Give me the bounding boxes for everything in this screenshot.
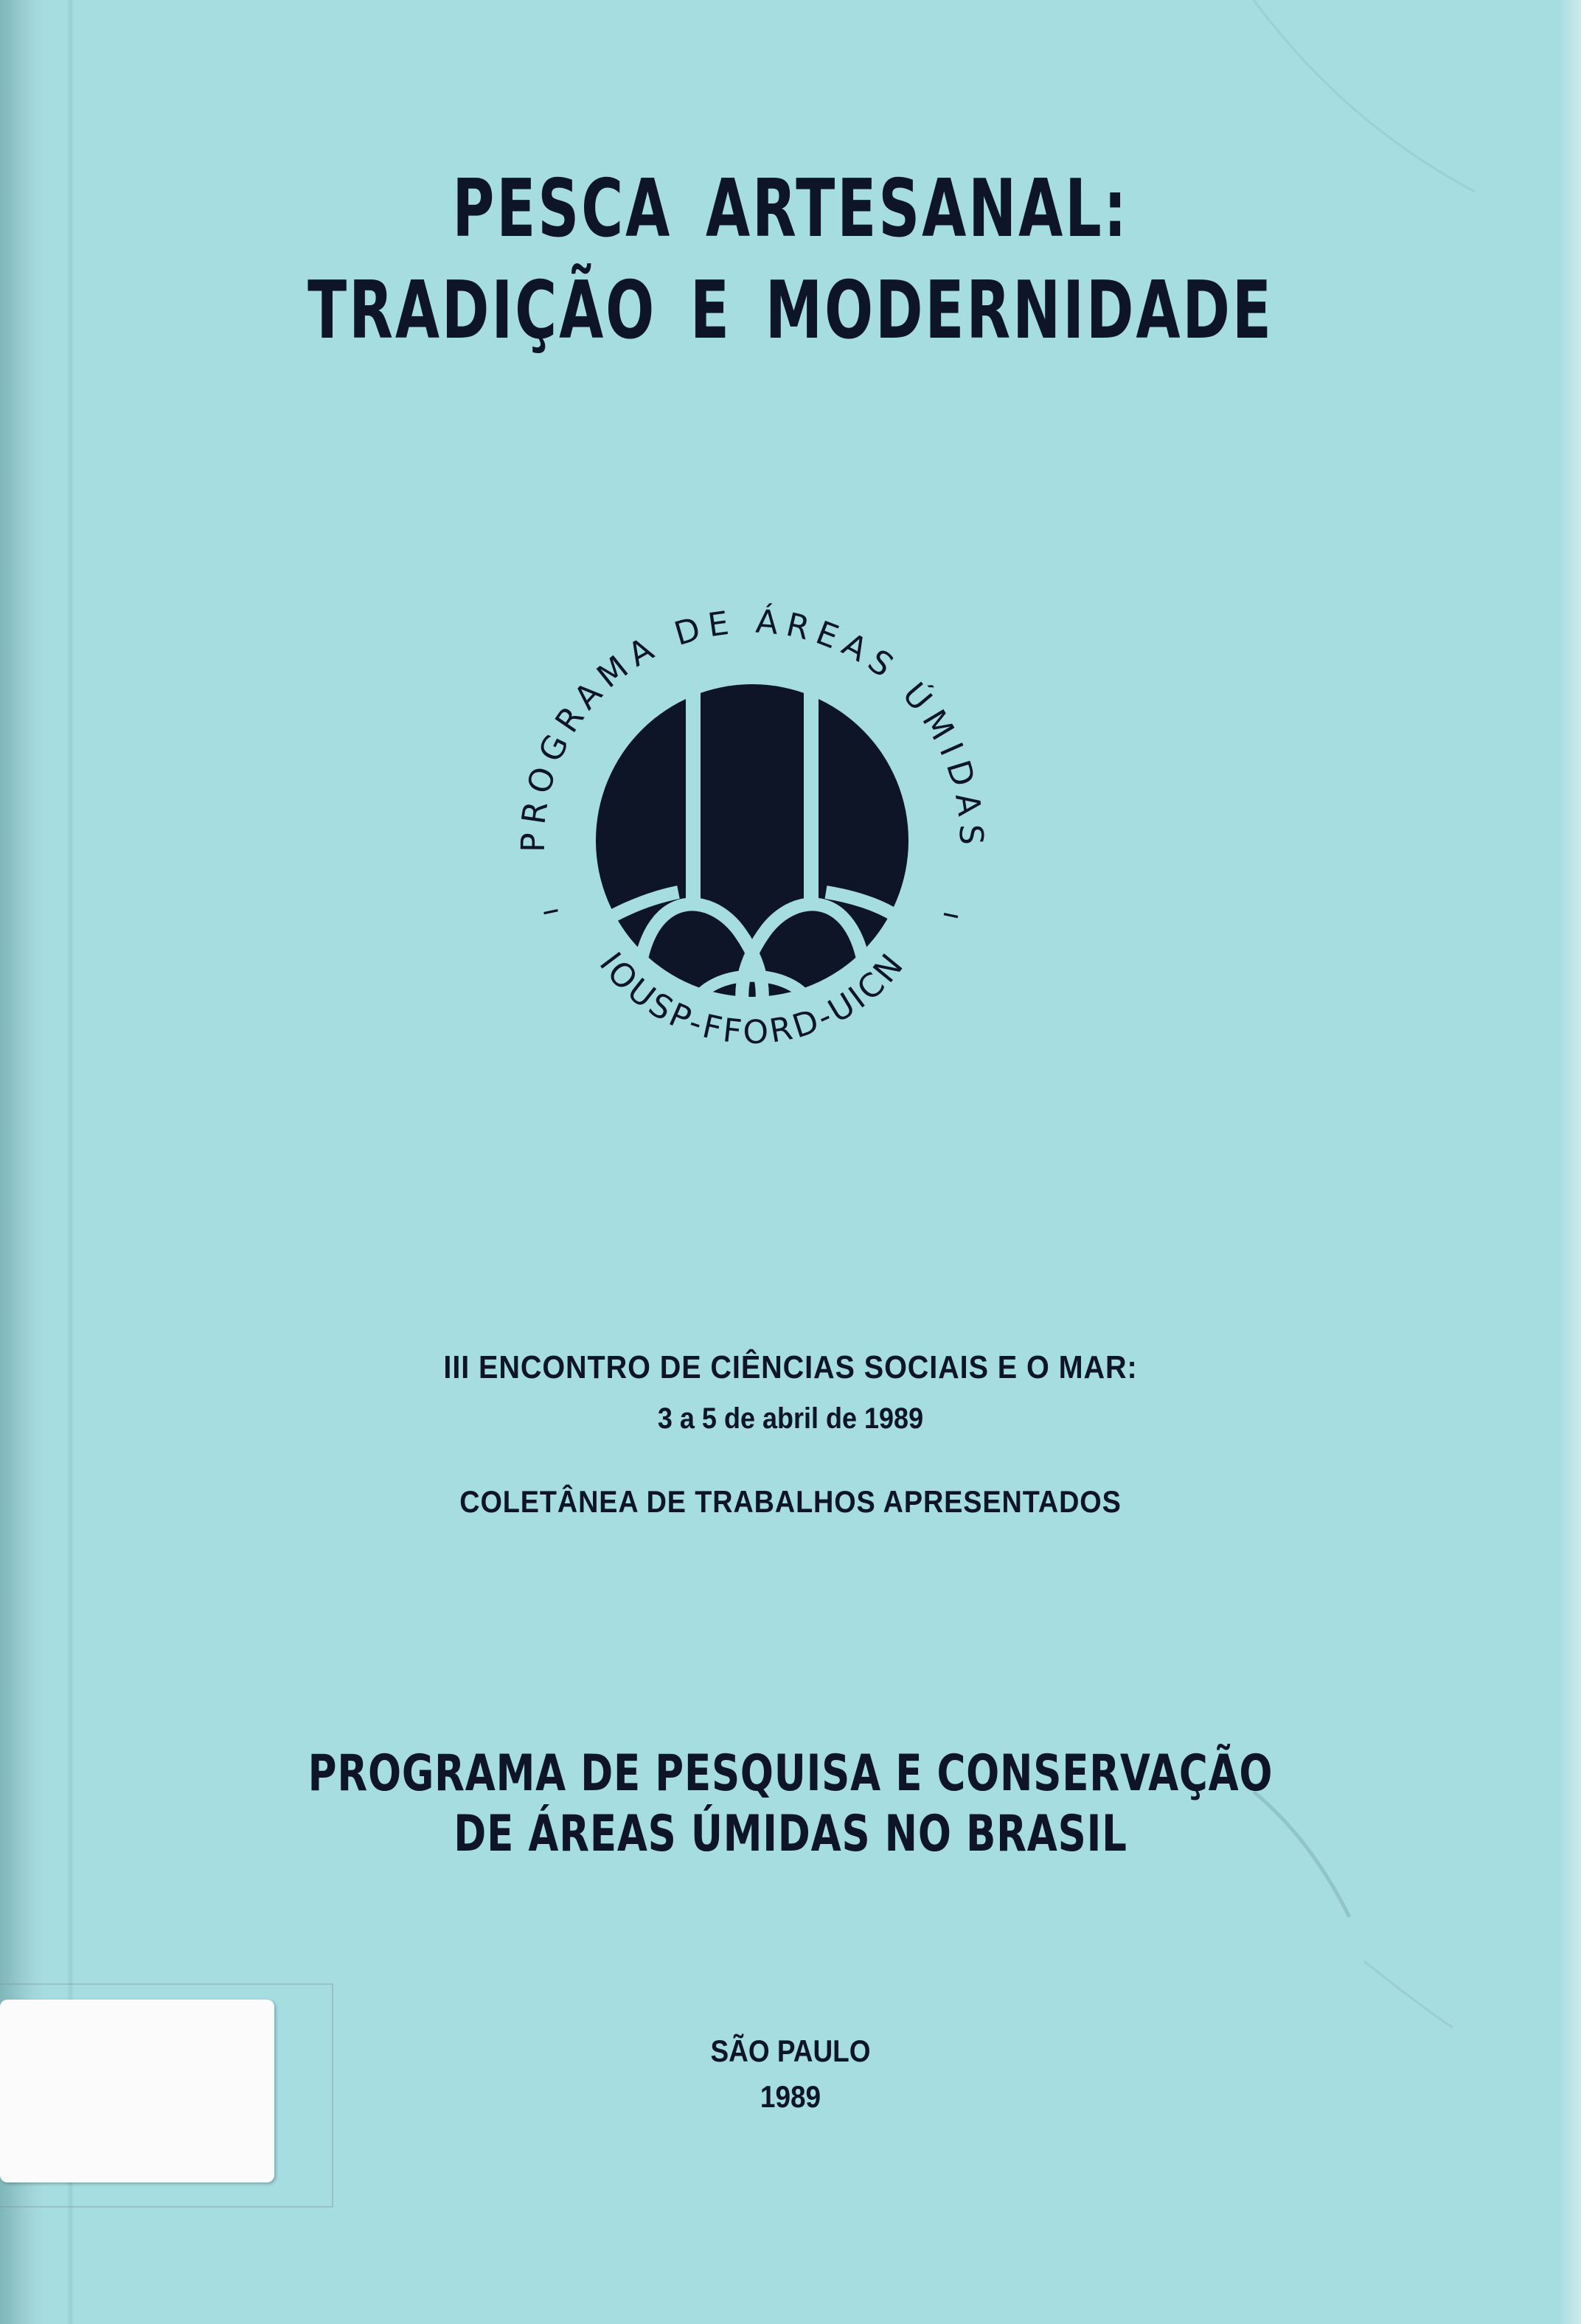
logo-top-text: PROGRAMA DE ÁREAS ÚMIDAS	[514, 602, 990, 853]
collection-label: COLETÂNEA DE TRABALHOS APRESENTADOS	[459, 1484, 1122, 1519]
program-line-2: DE ÁREAS ÚMIDAS NO BRASIL	[454, 1804, 1127, 1863]
logo-right-dash: –	[938, 891, 965, 936]
title-line-2: TRADIÇÃO E MODERNIDADE	[307, 265, 1274, 357]
program-logo	[457, 546, 1047, 1135]
book-title	[0, 163, 1581, 357]
program-line-1: PROGRAMA DE PESQUISA E CONSERVAÇÃO	[307, 1744, 1274, 1803]
logo-band-left	[686, 664, 701, 900]
logo-left-dash: –	[537, 887, 563, 932]
title-line-1: PESCA ARTESANAL:	[452, 163, 1129, 255]
event-date: 3 a 5 de abril de 1989	[657, 1402, 924, 1435]
logo-band-right	[804, 664, 819, 900]
place-year: 1989	[760, 2079, 821, 2114]
program-name	[0, 1744, 1581, 1864]
logo-bottom-text: IOUSP-FFORD-UICN	[591, 944, 913, 1052]
event-name: III ENCONTRO DE CIÊNCIAS SOCIAIS E O MAR:	[443, 1349, 1138, 1385]
place-city: SÃO PAULO	[710, 2034, 871, 2068]
library-sticker	[0, 2000, 274, 2182]
event-info	[0, 1349, 1581, 1520]
